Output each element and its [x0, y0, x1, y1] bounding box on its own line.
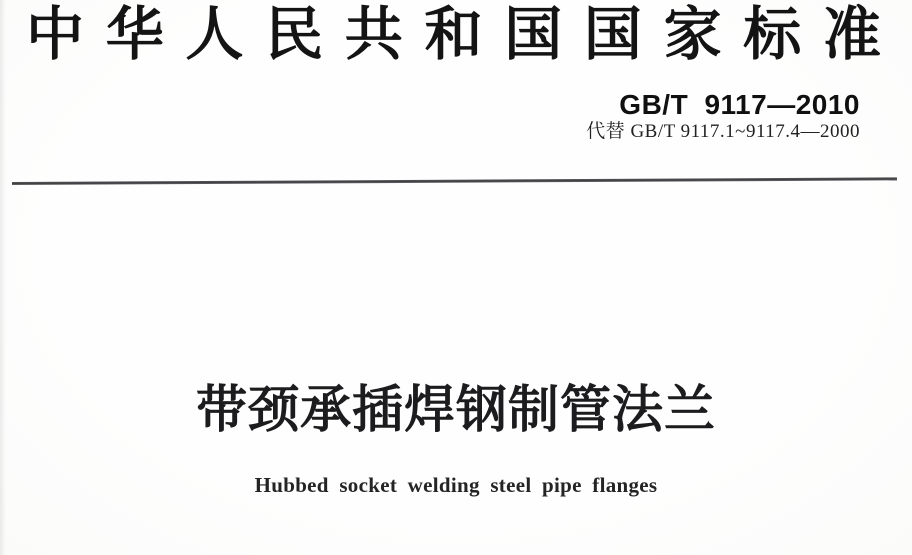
- document-title-english: Hubbed socket welding steel pipe flanges: [254, 473, 658, 497]
- standard-code: GB/T 9117—2010: [619, 89, 860, 120]
- divider-rule: [12, 177, 897, 185]
- national-standard-heading: 中华人民共和国国家标准: [26, 2, 881, 67]
- standard-designation-block: [586, 89, 860, 143]
- document-title-chinese: 带颈承插焊钢制管法兰: [195, 381, 716, 438]
- standard-replaces-note: 代替 GB/T 9117.1~9117.4—2000: [586, 121, 860, 142]
